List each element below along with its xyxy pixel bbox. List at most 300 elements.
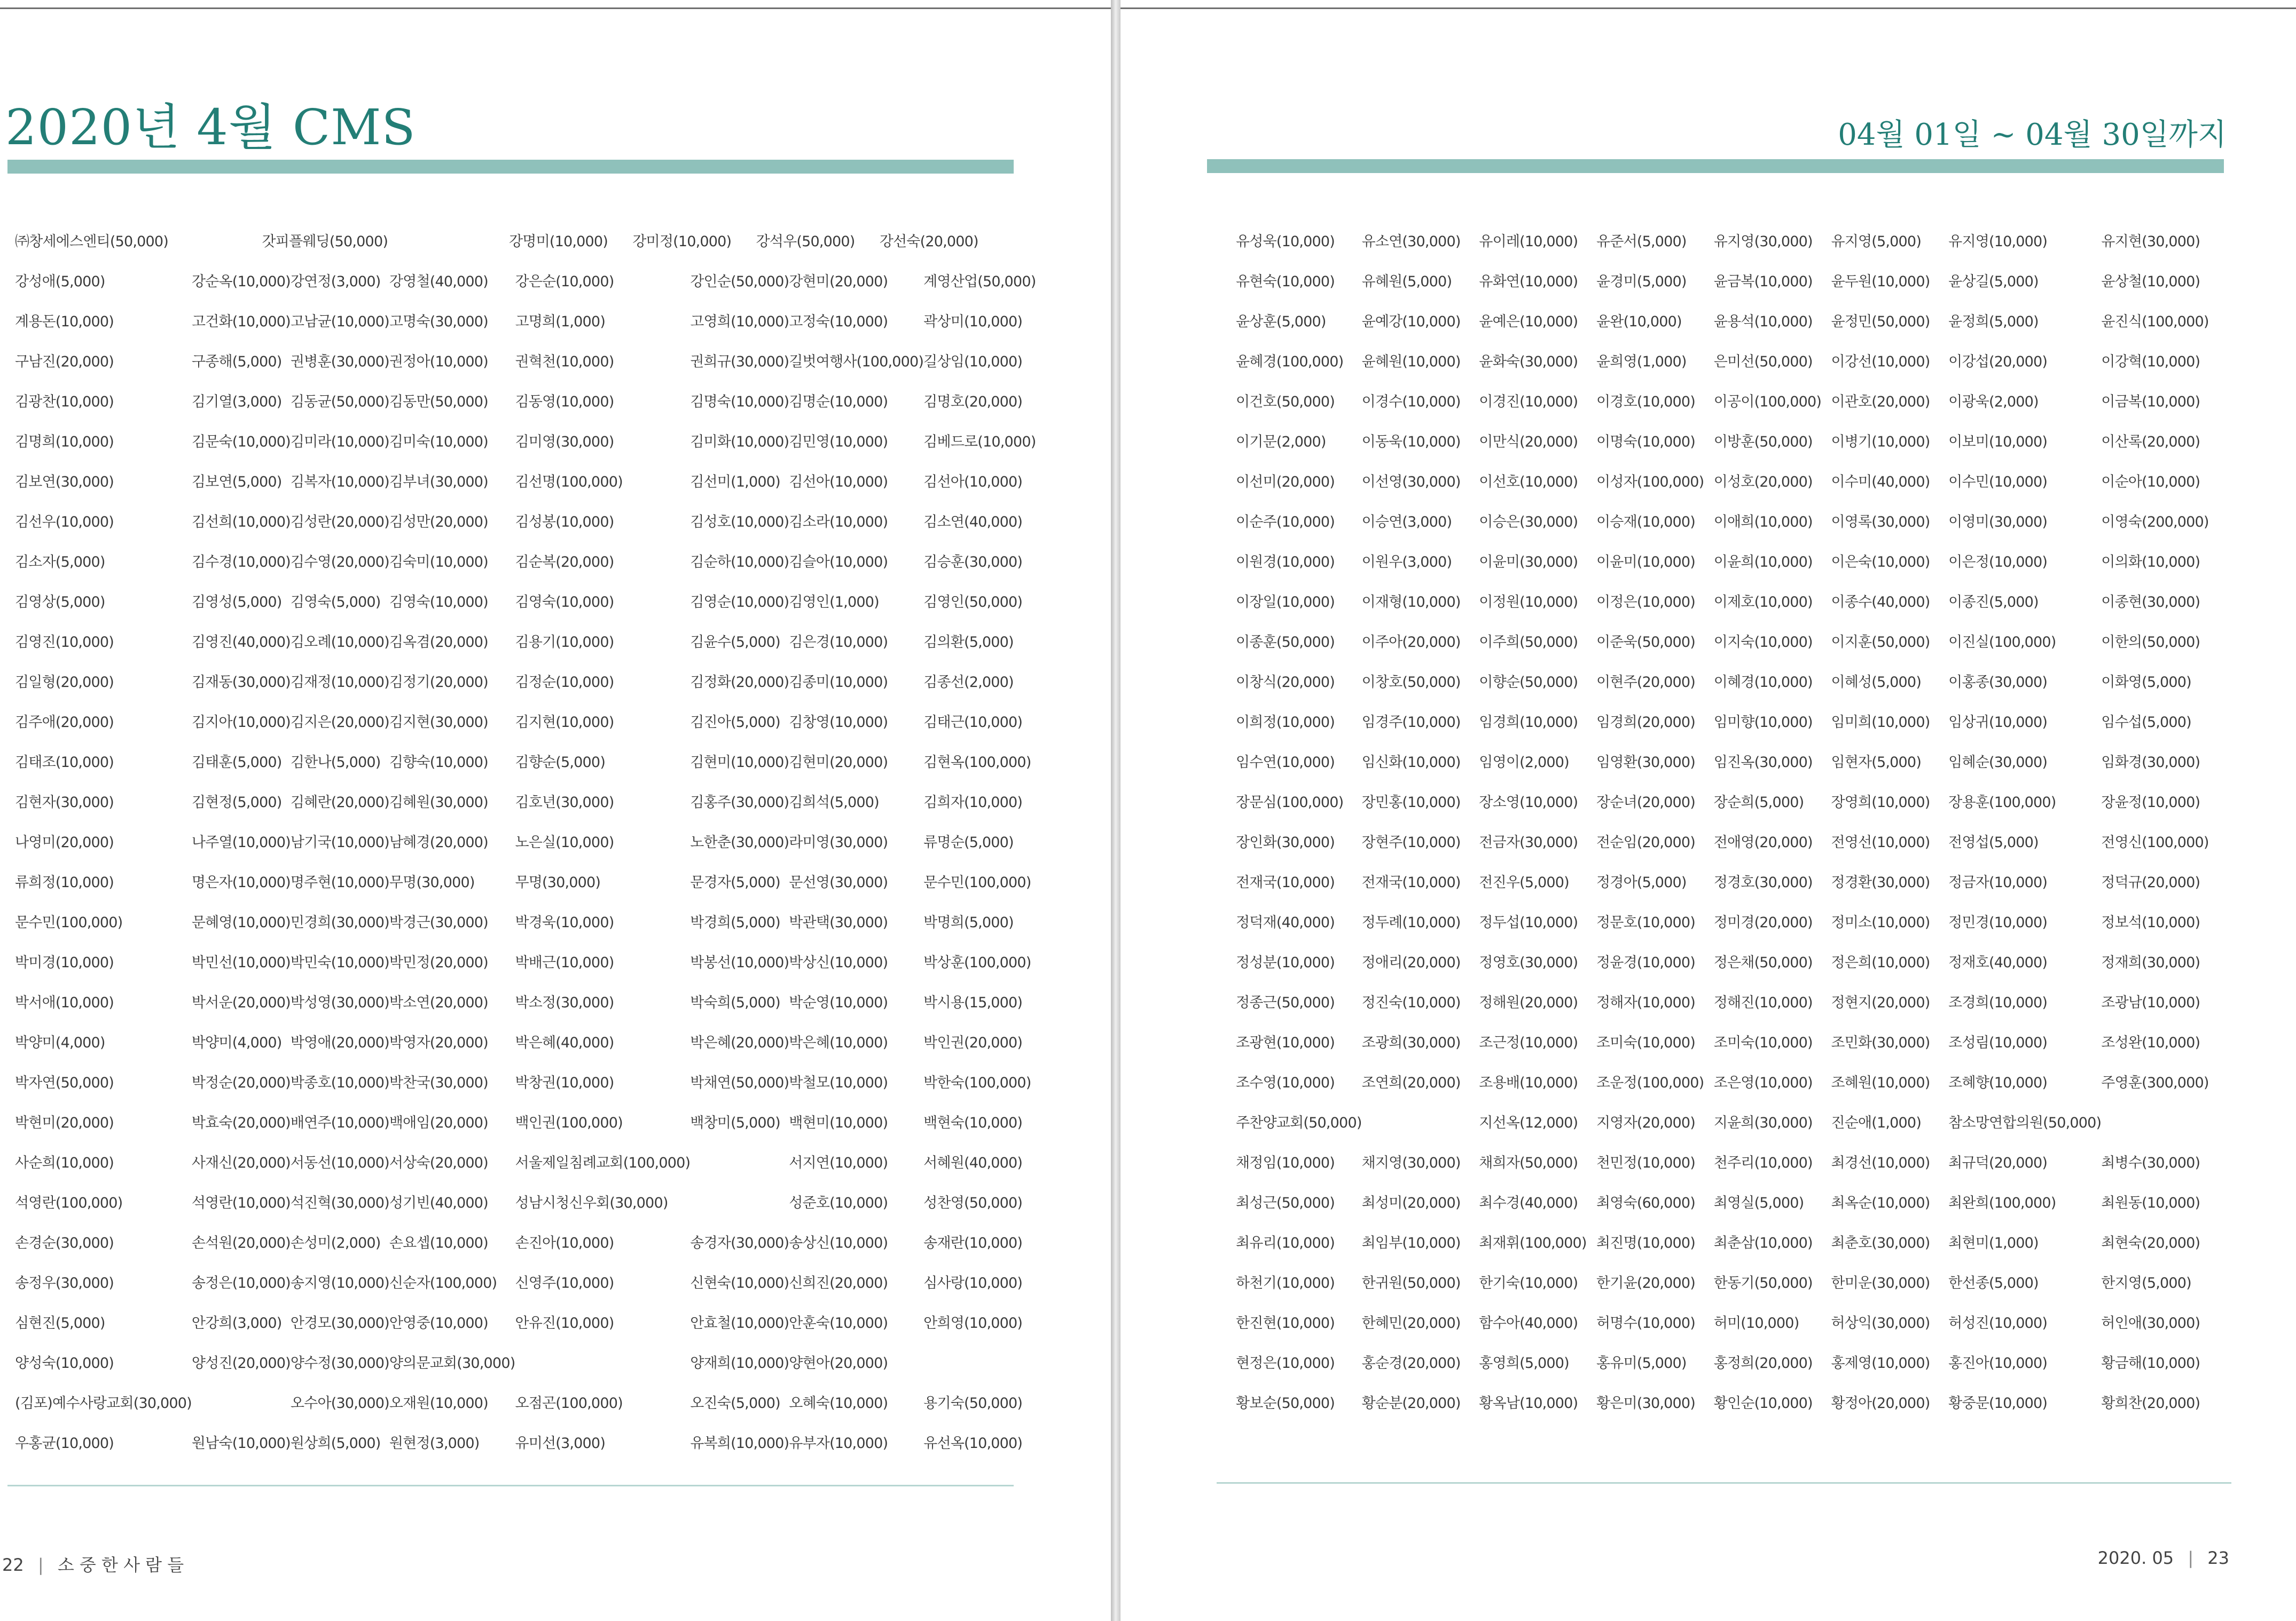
donor-entry: 정경아(5,000) (1596, 874, 1687, 891)
donor-entry: 정은희(10,000) (1831, 954, 1930, 971)
donor-entry: 이명숙(10,000) (1596, 434, 1695, 450)
donor-list-right (1236, 230, 2219, 1431)
donor-entry: 유화연(10,000) (1479, 273, 1578, 290)
donor-entry: 최유리(10,000) (1236, 1235, 1335, 1251)
donor-entry: 박철모(10,000) (789, 1075, 888, 1091)
title-underline-bar (7, 160, 1014, 174)
donor-entry: 김영인(1,000) (789, 594, 879, 610)
donor-entry: 임수연(10,000) (1236, 754, 1335, 771)
donor-entry: 조성완(10,000) (2101, 1035, 2200, 1051)
donor-entry: 최수경(40,000) (1479, 1195, 1578, 1211)
donor-entry: 허인애(30,000) (2101, 1315, 2200, 1332)
donor-entry: 송정은(10,000) (191, 1275, 291, 1291)
donor-entry: 임영이(2,000) (1479, 754, 1569, 771)
donor-entry: 최성미(20,000) (1361, 1195, 1461, 1211)
donor-entry: 한귀원(50,000) (1361, 1275, 1461, 1291)
donor-entry: 신현숙(10,000) (690, 1275, 789, 1291)
donor-entry: 정덕재(40,000) (1236, 914, 1335, 931)
donor-entry: 이원우(3,000) (1361, 554, 1452, 570)
donor-entry: 손성미(2,000) (290, 1235, 381, 1251)
donor-entry: 김희자(10,000) (923, 794, 1023, 811)
donor-entry: 주찬양교회(50,000) (1236, 1115, 1362, 1131)
donor-entry: 윤정희(5,000) (1948, 314, 2039, 330)
footer-separator: | (37, 1555, 44, 1575)
donor-entry: 이강섭(20,000) (1948, 354, 2048, 370)
donor-entry: 최성근(50,000) (1236, 1195, 1335, 1211)
donor-entry: 김영숙(10,000) (389, 594, 488, 610)
donor-entry: 김희석(5,000) (789, 794, 879, 811)
donor-entry: 송지영(10,000) (290, 1275, 389, 1291)
donor-entry: 류명순(5,000) (923, 834, 1014, 851)
donor-entry: 안훈숙(10,000) (789, 1315, 888, 1332)
donor-entry: 손진아(10,000) (515, 1235, 614, 1251)
donor-entry: 백창미(5,000) (690, 1115, 780, 1131)
donor-entry: 송경자(30,000) (690, 1235, 789, 1251)
donor-entry: 오진숙(5,000) (690, 1395, 780, 1412)
donor-entry: 채지영(30,000) (1361, 1155, 1461, 1171)
donor-entry: 정금자(10,000) (1948, 874, 2048, 891)
donor-entry: 조미숙(10,000) (1596, 1035, 1695, 1051)
donor-entry: 김은경(10,000) (789, 634, 888, 651)
donor-entry: 김현미(10,000) (690, 754, 789, 771)
donor-entry: 안희영(10,000) (923, 1315, 1023, 1332)
donor-entry: 윤두원(10,000) (1831, 273, 1930, 290)
donor-entry: 황옥남(10,000) (1479, 1395, 1578, 1412)
donor-entry: 김지아(10,000) (191, 714, 291, 731)
donor-entry: 강석우(50,000) (756, 233, 855, 250)
donor-entry: 황희찬(20,000) (2101, 1395, 2200, 1412)
donor-entry: 조용배(10,000) (1479, 1075, 1578, 1091)
donor-entry: 오수아(30,000) (290, 1395, 389, 1412)
donor-entry: 정경호(30,000) (1713, 874, 1813, 891)
donor-entry: 윤용석(10,000) (1713, 314, 1813, 330)
donor-entry: 김호년(30,000) (515, 794, 614, 811)
donor-entry: 임경희(20,000) (1596, 714, 1695, 731)
donor-entry: 박서애(10,000) (15, 994, 114, 1011)
donor-entry: 최재휘(100,000) (1479, 1235, 1587, 1251)
donor-entry: 박은혜(20,000) (690, 1035, 789, 1051)
donor-entry: 홍영희(5,000) (1479, 1355, 1569, 1372)
donor-entry: 이한의(50,000) (2101, 634, 2200, 651)
donor-entry: 김선미(1,000) (690, 474, 780, 490)
donor-entry: 유지영(10,000) (1948, 233, 2048, 250)
donor-entry: 임현자(5,000) (1831, 754, 1922, 771)
donor-entry: 손경순(30,000) (15, 1235, 114, 1251)
donor-entry: 윤예은(10,000) (1479, 314, 1578, 330)
donor-entry: 석영란(10,000) (191, 1195, 291, 1211)
donor-entry: 윤혜경(100,000) (1236, 354, 1344, 370)
donor-entry: 이관호(20,000) (1831, 394, 1930, 410)
donor-entry: 석영란(100,000) (15, 1195, 123, 1211)
donor-entry: 박명희(5,000) (923, 914, 1014, 931)
donor-entry: 남기국(10,000) (290, 834, 389, 851)
donor-entry: 석진혁(30,000) (290, 1195, 389, 1211)
donor-entry: 이영록(30,000) (1831, 514, 1930, 530)
donor-entry: 허성진(10,000) (1948, 1315, 2048, 1332)
donor-entry: 신순자(100,000) (389, 1275, 497, 1291)
donor-entry: 김정화(20,000) (690, 674, 789, 691)
donor-entry: 유지현(30,000) (2101, 233, 2200, 250)
donor-entry: 김영숙(10,000) (515, 594, 614, 610)
donor-entry: 이수미(40,000) (1831, 474, 1930, 490)
donor-entry: 김성란(20,000) (290, 514, 389, 530)
donor-entry: 윤경미(5,000) (1596, 273, 1687, 290)
donor-entry: 이현주(20,000) (1596, 674, 1695, 691)
donor-entry: 박상신(10,000) (789, 954, 888, 971)
donor-entry: 고명희(1,000) (515, 314, 606, 330)
empty-cell (515, 1351, 690, 1391)
donor-entry: 박상훈(100,000) (923, 954, 1031, 971)
donor-entry: 박자연(50,000) (15, 1075, 114, 1091)
donor-entry: 윤금복(10,000) (1713, 273, 1813, 290)
donor-entry: 김베드로(10,000) (923, 434, 1036, 450)
donor-entry: 김옥겸(20,000) (389, 634, 488, 651)
donor-entry: 김지은(20,000) (290, 714, 389, 731)
donor-entry: 전영신(100,000) (2101, 834, 2209, 851)
donor-entry: 정두례(10,000) (1361, 914, 1461, 931)
donor-entry: 서혜원(40,000) (923, 1155, 1023, 1171)
donor-entry: 강성애(5,000) (15, 273, 105, 290)
donor-entry: 박양미(4,000) (15, 1035, 105, 1051)
empty-cell (2101, 1111, 2219, 1151)
donor-entry: 배연주(10,000) (290, 1115, 389, 1131)
donor-entry: 박경희(5,000) (690, 914, 780, 931)
donor-entry: 하천기(10,000) (1236, 1275, 1335, 1291)
donor-entry: 계영산업(50,000) (923, 273, 1036, 290)
donor-entry: 한기윤(20,000) (1596, 1275, 1695, 1291)
donor-entry: 유미선(3,000) (515, 1435, 606, 1452)
donor-first-row (15, 230, 1003, 270)
bottom-rule (7, 1485, 1014, 1486)
donor-entry: 임화경(30,000) (2101, 754, 2200, 771)
donor-entry: 김기열(3,000) (191, 394, 282, 410)
donor-entry: 한미운(30,000) (1831, 1275, 1930, 1291)
donor-entry: 이기문(2,000) (1236, 434, 1326, 450)
donor-entry: 김광찬(10,000) (15, 394, 114, 410)
donor-entry: 최춘삼(10,000) (1713, 1235, 1813, 1251)
donor-entry: 황정아(20,000) (1831, 1395, 1930, 1412)
donor-entry: 고남균(10,000) (290, 314, 389, 330)
donor-entry: 임경희(10,000) (1479, 714, 1578, 731)
donor-entry: 장현주(10,000) (1361, 834, 1461, 851)
donor-entry: 김창영(10,000) (789, 714, 888, 731)
donor-entry: 박순영(10,000) (789, 994, 888, 1011)
donor-entry: 박소정(30,000) (515, 994, 614, 1011)
donor-entry: 라미영(30,000) (789, 834, 888, 851)
top-rule (0, 7, 1111, 9)
donor-entry: 문선영(30,000) (789, 874, 888, 891)
donor-entry: 사순희(10,000) (15, 1155, 114, 1171)
donor-entry: 정덕규(20,000) (2101, 874, 2200, 891)
donor-entry: 이준욱(50,000) (1596, 634, 1695, 651)
donor-entry: 명은자(10,000) (191, 874, 291, 891)
donor-entry: 이영숙(200,000) (2101, 514, 2209, 530)
donor-entry: 윤완(10,000) (1596, 314, 1682, 330)
donor-entry: 박경근(30,000) (389, 914, 488, 931)
donor-entry: 김성만(20,000) (389, 514, 488, 530)
donor-entry: 박시용(15,000) (923, 994, 1023, 1011)
donor-entry: 심사랑(10,000) (923, 1275, 1023, 1291)
donor-entry: 이혜성(5,000) (1831, 674, 1922, 691)
donor-entry: 정성분(10,000) (1236, 954, 1335, 971)
donor-entry: 박민선(10,000) (191, 954, 291, 971)
donor-entry: 임상귀(10,000) (1948, 714, 2048, 731)
donor-entry: 이성자(100,000) (1596, 474, 1704, 490)
donor-entry: 김태훈(5,000) (191, 754, 282, 771)
donor-entry: 박봉선(10,000) (690, 954, 789, 971)
donor-entry: 곽상미(10,000) (923, 314, 1023, 330)
donor-entry: 박민정(20,000) (389, 954, 488, 971)
donor-entry: 윤희영(1,000) (1596, 354, 1687, 370)
donor-entry: 신영주(10,000) (515, 1275, 614, 1291)
donor-entry: 최병수(30,000) (2101, 1155, 2200, 1171)
donor-entry: 윤진식(100,000) (2101, 314, 2209, 330)
donor-entry: 김현정(5,000) (191, 794, 282, 811)
donor-entry: 강명미(10,000) (509, 233, 608, 250)
donor-entry: 이지훈(50,000) (1831, 634, 1930, 651)
donor-entry: 박경욱(10,000) (515, 914, 614, 931)
donor-entry: 박민숙(10,000) (290, 954, 389, 971)
donor-entry: 천주리(10,000) (1713, 1155, 1813, 1171)
page-title: 2020년 4월 CMS (5, 99, 416, 156)
donor-entry: 원현정(3,000) (389, 1435, 480, 1452)
donor-entry: 용기숙(50,000) (923, 1395, 1023, 1412)
donor-entry: 참소망연합의원(50,000) (1948, 1115, 2102, 1131)
donor-entry: 김민영(10,000) (789, 434, 888, 450)
donor-entry: 박채연(50,000) (690, 1075, 789, 1091)
issue-date: 2020. 05 (2097, 1548, 2174, 1568)
donor-entry: 박효숙(20,000) (191, 1115, 291, 1131)
donor-entry: 유혜원(5,000) (1361, 273, 1452, 290)
donor-entry: 한기숙(10,000) (1479, 1275, 1578, 1291)
donor-entry: 허명수(10,000) (1596, 1315, 1695, 1332)
donor-entry: 이창식(20,000) (1236, 674, 1335, 691)
donor-entry: 박숙희(5,000) (690, 994, 780, 1011)
donor-entry: 이승은(30,000) (1479, 514, 1578, 530)
donor-entry: 이진실(100,000) (1948, 634, 2056, 651)
donor-entry: 이종현(30,000) (2101, 594, 2200, 610)
donor-entry: 최완희(100,000) (1948, 1195, 2056, 1211)
donor-entry: 이광욱(2,000) (1948, 394, 2039, 410)
left-page (0, 0, 1111, 1621)
donor-entry: 김현미(20,000) (789, 754, 888, 771)
donor-entry: 전영선(10,000) (1831, 834, 1930, 851)
donor-entry: 손요셉(10,000) (389, 1235, 488, 1251)
donor-entry: 고영희(10,000) (690, 314, 789, 330)
donor-entry: 김영인(50,000) (923, 594, 1023, 610)
donor-entry: 길상임(10,000) (923, 354, 1023, 370)
donor-entry: 조광희(30,000) (1361, 1035, 1461, 1051)
donor-list-left (15, 270, 1036, 1471)
donor-entry: 정두섭(10,000) (1479, 914, 1578, 931)
donor-entry: 김보연(5,000) (191, 474, 282, 490)
donor-entry: 이보미(10,000) (1948, 434, 2048, 450)
donor-entry: 송상신(10,000) (789, 1235, 888, 1251)
donor-entry: 김명숙(10,000) (690, 394, 789, 410)
donor-entry: 윤화숙(30,000) (1479, 354, 1578, 370)
donor-entry: 이승연(3,000) (1361, 514, 1452, 530)
page-gutter (1111, 0, 1120, 1621)
donor-entry: 이선호(10,000) (1479, 474, 1578, 490)
donor-entry: 이승재(10,000) (1596, 514, 1695, 530)
donor-entry: 최원동(10,000) (2101, 1195, 2200, 1211)
donor-entry: 김태근(10,000) (923, 714, 1023, 731)
donor-entry: 김수영(20,000) (290, 554, 389, 570)
donor-entry: 김명희(10,000) (15, 434, 114, 450)
donor-entry: 길벗여행사(100,000) (789, 354, 924, 370)
publication-name: 소 중 한 사 람 들 (57, 1555, 184, 1575)
donor-entry: 이혜경(10,000) (1713, 674, 1813, 691)
donor-entry: 김한나(5,000) (290, 754, 381, 771)
donor-entry: 김선명(100,000) (515, 474, 623, 490)
donor-entry: 지선옥(12,000) (1479, 1115, 1578, 1131)
donor-entry: 장용훈(100,000) (1948, 794, 2056, 811)
donor-entry: 이건호(50,000) (1236, 394, 1335, 410)
donor-entry: 이애희(10,000) (1713, 514, 1813, 530)
donor-entry: 계용돈(10,000) (15, 314, 114, 330)
top-rule (1120, 7, 2296, 9)
donor-entry: 문혜영(10,000) (191, 914, 291, 931)
donor-entry: 이장일(10,000) (1236, 594, 1335, 610)
donor-entry: 유소연(30,000) (1361, 233, 1461, 250)
donor-entry: 김홍주(30,000) (690, 794, 789, 811)
donor-entry: 이순아(10,000) (2101, 474, 2200, 490)
donor-entry: 이은숙(10,000) (1831, 554, 1930, 570)
donor-entry: 장민홍(10,000) (1361, 794, 1461, 811)
donor-entry: 유성욱(10,000) (1236, 233, 1335, 250)
donor-entry: 김종미(10,000) (789, 674, 888, 691)
empty-cell (690, 1151, 789, 1191)
donor-entry: 김태조(10,000) (15, 754, 114, 771)
donor-entry: 이공이(100,000) (1713, 394, 1822, 410)
donor-entry: 김동영(10,000) (515, 394, 614, 410)
donor-entry: 전순임(20,000) (1596, 834, 1695, 851)
donor-entry: 윤예강(10,000) (1361, 314, 1461, 330)
donor-entry: 이경호(10,000) (1596, 394, 1695, 410)
donor-entry: 김용기(10,000) (515, 634, 614, 651)
donor-entry: 김소자(5,000) (15, 554, 105, 570)
donor-entry: 전재국(10,000) (1361, 874, 1461, 891)
donor-entry: 한지영(5,000) (2101, 1275, 2191, 1291)
donor-entry: 조수영(10,000) (1236, 1075, 1335, 1091)
empty-cell (690, 1191, 789, 1231)
donor-entry: 박은혜(10,000) (789, 1035, 888, 1051)
donor-entry: 정은채(50,000) (1713, 954, 1813, 971)
donor-entry: 이의화(10,000) (2101, 554, 2200, 570)
donor-entry: 박양미(4,000) (191, 1035, 282, 1051)
donor-entry: 문수민(100,000) (923, 874, 1031, 891)
donor-entry: 홍정희(20,000) (1713, 1355, 1813, 1372)
donor-entry: 이종훈(50,000) (1236, 634, 1335, 651)
donor-entry: 김소연(40,000) (923, 514, 1023, 530)
donor-entry: 한혜민(20,000) (1361, 1315, 1461, 1332)
donor-entry: 김일형(20,000) (15, 674, 114, 691)
donor-entry: 이정원(10,000) (1479, 594, 1578, 610)
donor-entry: 이종진(5,000) (1948, 594, 2039, 610)
donor-entry: 성찬영(50,000) (923, 1195, 1023, 1211)
donor-entry: 한동기(50,000) (1713, 1275, 1813, 1291)
donor-entry: 문경자(5,000) (690, 874, 780, 891)
donor-entry: 안유진(10,000) (515, 1315, 614, 1332)
donor-entry: 전재국(10,000) (1236, 874, 1335, 891)
donor-entry: 이순주(10,000) (1236, 514, 1335, 530)
donor-entry: 이윤희(10,000) (1713, 554, 1813, 570)
donor-entry: 김동균(50,000) (290, 394, 389, 410)
donor-entry: 이주희(50,000) (1479, 634, 1578, 651)
donor-entry: 임수섭(5,000) (2101, 714, 2191, 731)
donor-entry: 이수민(10,000) (1948, 474, 2048, 490)
donor-entry: 이경진(10,000) (1479, 394, 1578, 410)
donor-entry: 김정기(20,000) (389, 674, 488, 691)
donor-entry: 조광남(10,000) (2101, 994, 2200, 1011)
donor-entry: 김성봉(10,000) (515, 514, 614, 530)
donor-entry: 전금자(30,000) (1479, 834, 1578, 851)
donor-entry: 박영애(20,000) (290, 1035, 389, 1051)
donor-entry: 이선미(20,000) (1236, 474, 1335, 490)
donor-entry: 박한숙(100,000) (923, 1075, 1031, 1091)
donor-entry: 장윤정(10,000) (2101, 794, 2200, 811)
right-page (1120, 0, 2296, 1621)
donor-entry: 정현지(20,000) (1831, 994, 1930, 1011)
donor-entry: 이윤미(30,000) (1479, 554, 1578, 570)
donor-entry: 김진아(5,000) (690, 714, 780, 731)
donor-entry: 김현자(30,000) (15, 794, 114, 811)
donor-entry: 박성영(30,000) (290, 994, 389, 1011)
donor-entry: 최영실(5,000) (1713, 1195, 1804, 1211)
donor-entry: 김미라(10,000) (290, 434, 389, 450)
donor-entry: 이윤미(10,000) (1596, 554, 1695, 570)
donor-entry: 한진현(10,000) (1236, 1315, 1335, 1332)
donor-entry: 황금해(10,000) (2101, 1355, 2200, 1372)
donor-entry: 함수아(40,000) (1479, 1315, 1578, 1332)
donor-entry: 백인권(100,000) (515, 1115, 623, 1131)
donor-entry: 정애리(20,000) (1361, 954, 1461, 971)
donor-entry: 성준호(10,000) (789, 1195, 888, 1211)
donor-entry: 김지현(30,000) (389, 714, 488, 731)
donor-entry: 강연정(3,000) (290, 273, 381, 290)
donor-entry: 김재정(10,000) (290, 674, 389, 691)
donor-entry: 최옥순(10,000) (1831, 1195, 1930, 1211)
donor-entry: 김영숙(5,000) (290, 594, 381, 610)
donor-entry: 김주애(20,000) (15, 714, 114, 731)
donor-entry: 유지영(30,000) (1713, 233, 1813, 250)
donor-entry: 이성호(20,000) (1713, 474, 1813, 490)
donor-entry: 조혜향(10,000) (1948, 1075, 2048, 1091)
donor-entry: 김순하(10,000) (690, 554, 789, 570)
title-underline-bar (1207, 159, 2224, 173)
donor-entry: 유선옥(10,000) (923, 1435, 1023, 1452)
donor-entry: 이원경(10,000) (1236, 554, 1335, 570)
donor-entry: 이금복(10,000) (2101, 394, 2200, 410)
donor-entry: 채희자(50,000) (1479, 1155, 1578, 1171)
donor-entry: 이영미(30,000) (1948, 514, 2048, 530)
donor-entry: 양성진(20,000) (191, 1355, 291, 1372)
donor-entry: 박종호(10,000) (290, 1075, 389, 1091)
donor-entry: ㈜창세에스엔티(50,000) (15, 233, 169, 250)
donor-entry: 이병기(10,000) (1831, 434, 1930, 450)
donor-entry: 이종수(40,000) (1831, 594, 1930, 610)
donor-entry: 강인순(50,000) (690, 273, 789, 290)
donor-entry: 장순희(5,000) (1713, 794, 1804, 811)
donor-entry: 노은실(10,000) (515, 834, 614, 851)
donor-entry: 강현미(20,000) (789, 273, 888, 290)
donor-entry: 김향순(5,000) (515, 754, 606, 771)
donor-entry: 윤상길(5,000) (1948, 273, 2039, 290)
donor-entry: 양성숙(10,000) (15, 1355, 114, 1372)
donor-entry: 황보순(50,000) (1236, 1395, 1335, 1412)
donor-entry: 이강혁(10,000) (2101, 354, 2200, 370)
donor-entry: 윤상철(10,000) (2101, 273, 2200, 290)
